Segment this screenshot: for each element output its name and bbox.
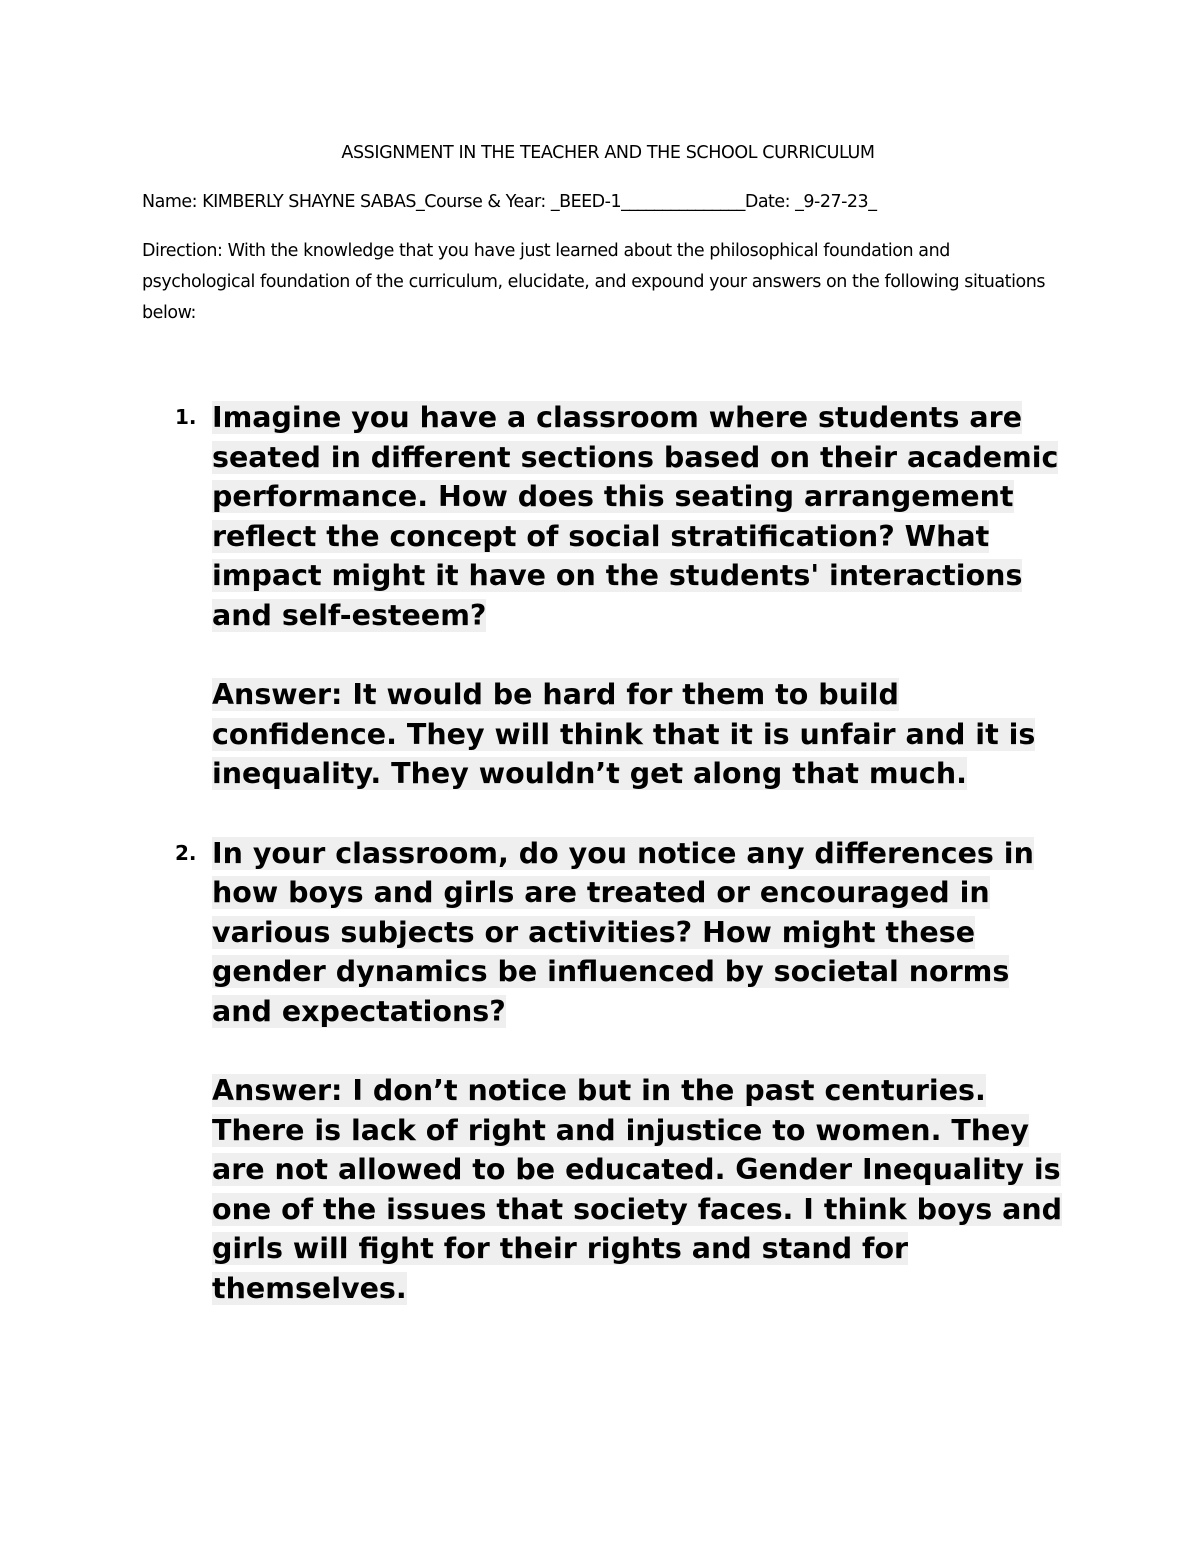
question-text: Imagine you have a classroom where students are seated in different sections based on their academic performance. How does this seating arrangement reflect the concept of social stratification? What impact might it have on the students' interactions and self-esteem? <box>212 401 1059 632</box>
question-number: 1. <box>175 405 197 429</box>
question-item-2 <box>0 834 1200 1309</box>
question-text: In your classroom, do you notice any differences in how boys and girls are treated or encouraged in various subjects or activities? How might these gender dynamics be influenced by societal norms and expectations? <box>212 836 1034 1028</box>
student-info-line: Name: KIMBERLY SHAYNE SABAS_Course & Year: _BEED-1_______________Date: _9-27-23_ <box>142 192 877 212</box>
answer-text: Answer: It would be hard for them to build confidence. They will think that it is unfair and it is inequality. They wouldn’t get along that much. <box>212 678 1036 791</box>
question-list <box>0 398 1200 1309</box>
direction-text: Direction: With the knowledge that you have just learned about the philosophical foundation and psychological foundation of the curriculum, elucidate, and expound your answers on the following situations below: <box>142 241 1046 323</box>
question-number: 2. <box>175 840 197 865</box>
question-body <box>212 834 1072 1309</box>
question-body <box>212 398 1072 794</box>
question-item-1 <box>0 398 1200 794</box>
document-title: ASSIGNMENT IN THE TEACHER AND THE SCHOOL CURRICULUM <box>341 143 875 163</box>
answer-text: Answer: I don’t notice but in the past centuries. There is lack of right and injustice to women. They are not allowed to be educated. Gender Inequality is one of the issues that society faces. I think boys and girls will fight for their rights and stand for themselves. <box>212 1074 1063 1306</box>
